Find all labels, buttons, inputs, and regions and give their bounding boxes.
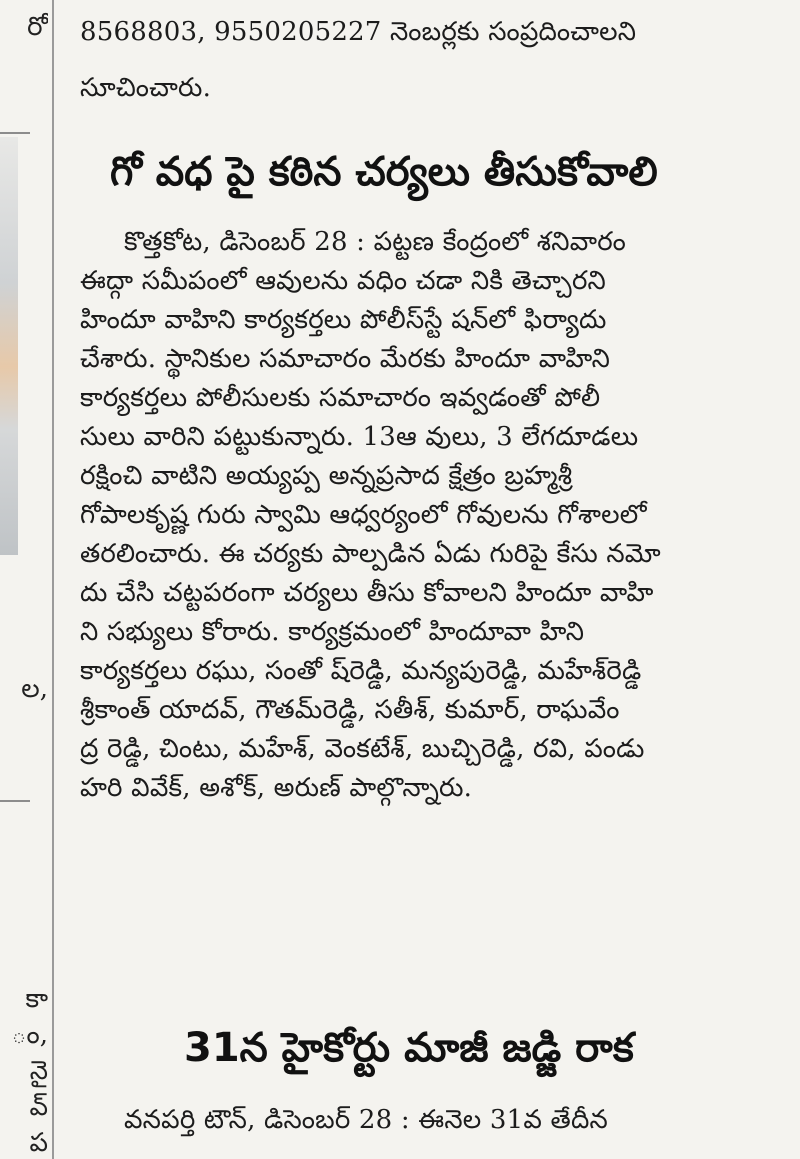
left-photo-fragment [0,137,18,555]
article-line: సులు వారిని పట్టుకున్నారు. 13ఆ వులు, 3 లేగదూడలు [80,422,639,452]
article-headline: 31న హైకోర్టు మాజీ జడ్జి రాక [184,1025,634,1071]
article-line: కార్యకర్తలు పోలీసులకు సమాచారం ఇవ్వడంతో పోలీ [80,383,601,413]
left-column-rule [0,800,30,802]
article-line: కొత్తకోట, డిసెంబర్ 28 : పట్టణ కేంద్రంలో శనివారం [124,227,627,257]
left-fragment-text: ం, [11,1020,48,1050]
left-fragment-text: కా [25,984,48,1014]
article-line: దు చేసి చట్టపరంగా చర్యలు తీసు కోవాలని హిందూ వాహి [80,578,654,608]
column-separator [52,0,54,1159]
left-fragment-text: నై [29,1056,48,1086]
left-fragment-text: ప [29,1128,48,1158]
top-article-line: 8568803, 9550205227 నెంబర్లకు సంప్రదించాలని [80,17,637,47]
article-line: రక్షించి వాటిని అయ్యప్ప అన్నప్రసాద క్షేత్రం బ్రహ్మశ్రీ [80,461,573,491]
article-line: శ్రీకాంత్ యాదవ్, గౌతమ్‌రెడ్డి, సతీశ్, కుమార్, రాఘవేం [80,695,620,725]
article-line: హిందూ వాహిని కార్యకర్తలు పోలీస్‌స్టే షన్‌లో ఫిర్యాదు [80,305,607,335]
main-column [80,0,800,1159]
article-line: ద్ర రెడ్డి, చింటు, మహేశ్, వెంకటేశ్, బుచ్చిరెడ్డి, రవి, పండు [80,734,645,764]
top-article-line: సూచించారు. [80,73,212,103]
left-column-rule [0,132,30,134]
left-fragment-text: వ్ [29,1092,48,1122]
left-fragment-text: రో [27,12,48,42]
article-line: వనపర్తి టౌన్, డిసెంబర్ 28 : ఈనెల 31వ తేదీన [124,1105,608,1135]
article-line: కార్యకర్తలు రఘు, సంతో ష్‌రెడ్డి, మన్యపురెడ్డి, మహేశ్‌రెడ్డి [80,656,642,686]
article-line: చేశారు. స్థానికుల సమాచారం మేరకు హిందూ వాహిని [80,344,611,374]
article-line: గోపాలకృష్ణ గురు స్వామి ఆధ్వర్యంలో గోవులను గోశాలలో [80,500,647,530]
article-line: ఈద్గా సమీపంలో ఆవులను వధిం చడా నికి తెచ్చారని [80,266,607,296]
left-column-fragment [0,0,48,1159]
left-fragment-text: ల, [21,674,48,704]
article-line: తరలించారు. ఈ చర్యకు పాల్పడిన ఏడు గురిపై కేసు నమో [80,539,661,569]
article-headline: గో వధ పై కఠిన చర్యలు తీసుకోవాలి [110,149,658,195]
article-line: ని సభ్యులు కోరారు. కార్యక్రమంలో హిందూవా హిని [80,617,585,647]
article-line: హరి వివేక్, అశోక్, అరుణ్ పాల్గొన్నారు. [80,773,473,803]
